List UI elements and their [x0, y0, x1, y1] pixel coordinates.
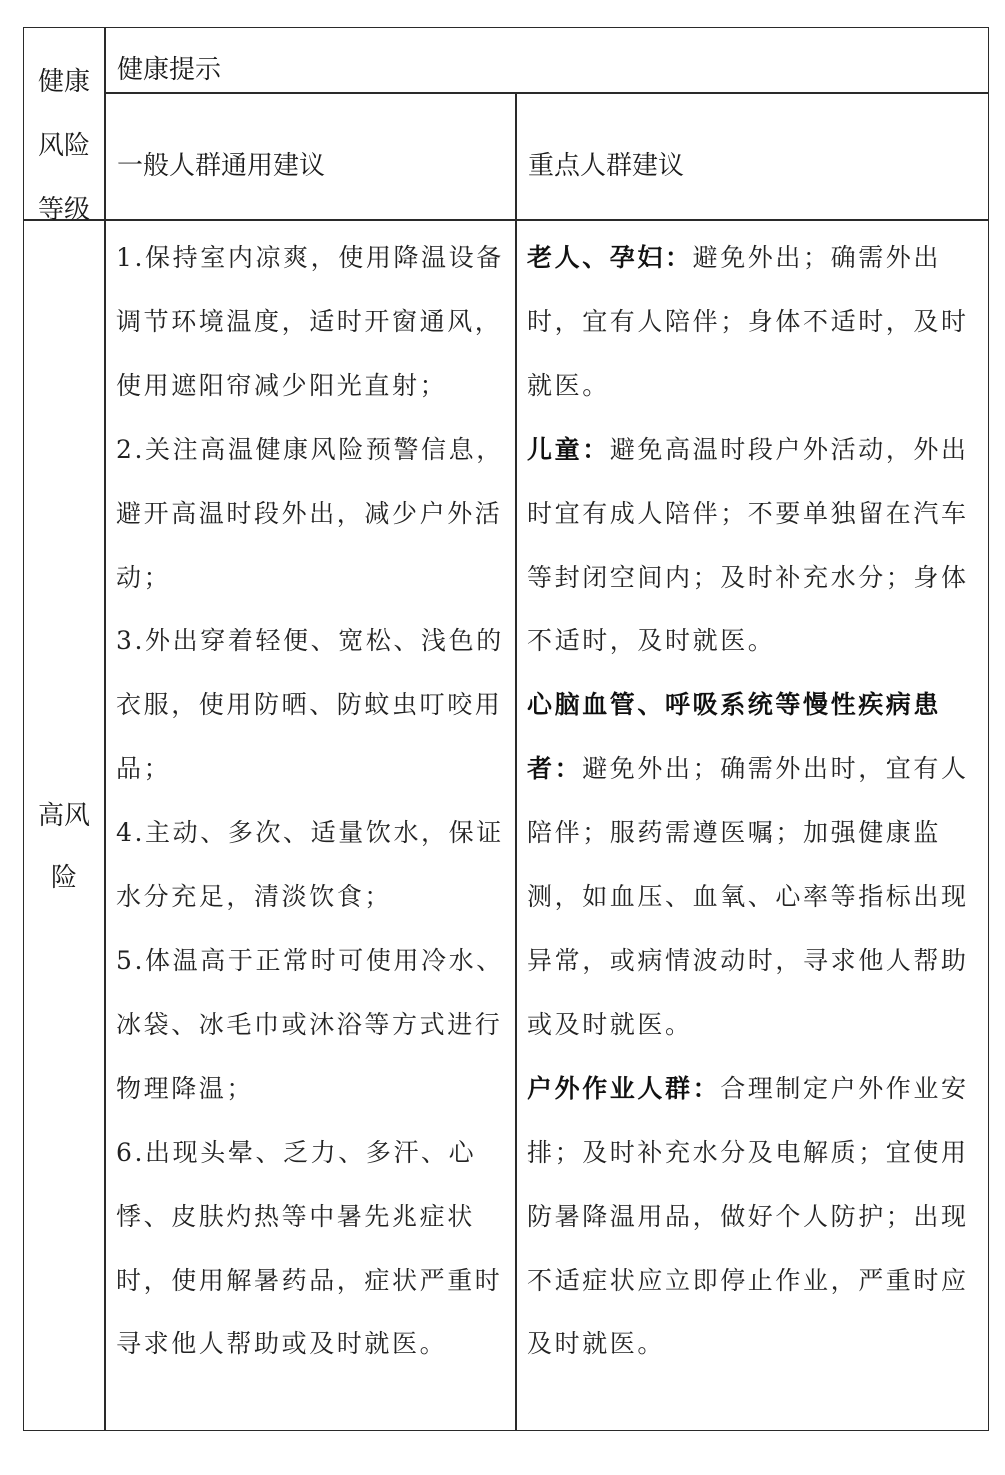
header-risk-level-line: 健康 — [37, 67, 90, 97]
key-group-text: 合理制定户外作业安排；及时补充水分及电解质；宜使用防暑降温用品，做好个人防护；出现不适症状应立即停止作业，严重时应及时就医。 — [527, 1073, 969, 1359]
key-group-text: 避免高温时段户外活动，外出时宜有成人陪伴；不要单独留在汽车等封闭空间内；及时补充水分；身体不适时，及时就医。 — [527, 434, 969, 656]
general-advice-item: 4.主动、多次、适量饮水，保证水分充足，清淡饮食； — [116, 818, 504, 912]
general-advice-cell — [116, 226, 508, 1376]
key-group-label: 心脑血管、呼吸系统等慢性疾病患者： — [527, 690, 942, 784]
key-group-label: 儿童： — [527, 434, 610, 464]
row-divider-header — [24, 219, 988, 221]
header-risk-level-line: 风险 — [37, 131, 90, 161]
column-divider-risk — [104, 28, 106, 1430]
column-divider-general — [515, 93, 517, 1430]
key-group-elderly-pregnant — [527, 226, 987, 418]
key-group-label: 户外作业人群： — [527, 1073, 721, 1103]
row-divider-tips — [104, 92, 988, 94]
header-risk-level-line: 等级 — [37, 195, 90, 225]
risk-level-line: 高风 — [37, 801, 90, 831]
general-advice-item: 3.外出穿着轻便、宽松、浅色的衣服，使用防晒、防蚊虫叮咬用品； — [116, 626, 504, 784]
risk-level-cell — [24, 785, 104, 909]
key-group-text: 避免外出；确需外出时，宜有人陪伴；服药需遵医嘱；加强健康监测，如血压、血氧、心率等指标出现异常，或病情波动时，寻求他人帮助或及时就医。 — [527, 754, 969, 1039]
risk-level-line: 险 — [50, 863, 77, 893]
key-group-outdoor-workers — [527, 1057, 987, 1377]
key-groups-cell — [527, 226, 987, 1376]
general-advice-item: 6.出现头晕、乏力、多汗、心悸、皮肤灼热等中暑先兆症状时，使用解暑药品，症状严重时寻求他人帮助或及时就医。 — [116, 1137, 503, 1359]
key-group-children — [527, 418, 987, 674]
general-advice-item: 5.体温高于正常时可使用冷水、冰袋、冰毛巾或沐浴等方式进行物理降温； — [116, 945, 504, 1103]
general-advice-item: 2.关注高温健康风险预警信息，避开高温时段外出，减少户外活动； — [116, 434, 504, 592]
header-key-groups: 重点人群建议 — [528, 151, 685, 181]
key-group-chronic-disease — [527, 673, 987, 1056]
key-group-label: 老人、孕妇： — [527, 243, 693, 272]
health-risk-table — [23, 27, 989, 1431]
header-risk-level — [24, 28, 104, 225]
key-group-text: 避免外出；确需外出时，宜有人陪伴；身体不适时，及时就医。 — [527, 243, 969, 400]
general-advice-item: 1.保持室内凉爽，使用降温设备调节环境温度，适时开窗通风，使用遮阳帘减少阳光直射； — [116, 243, 504, 400]
header-health-tips: 健康提示 — [117, 55, 222, 85]
header-general-advice: 一般人群通用建议 — [117, 151, 326, 181]
